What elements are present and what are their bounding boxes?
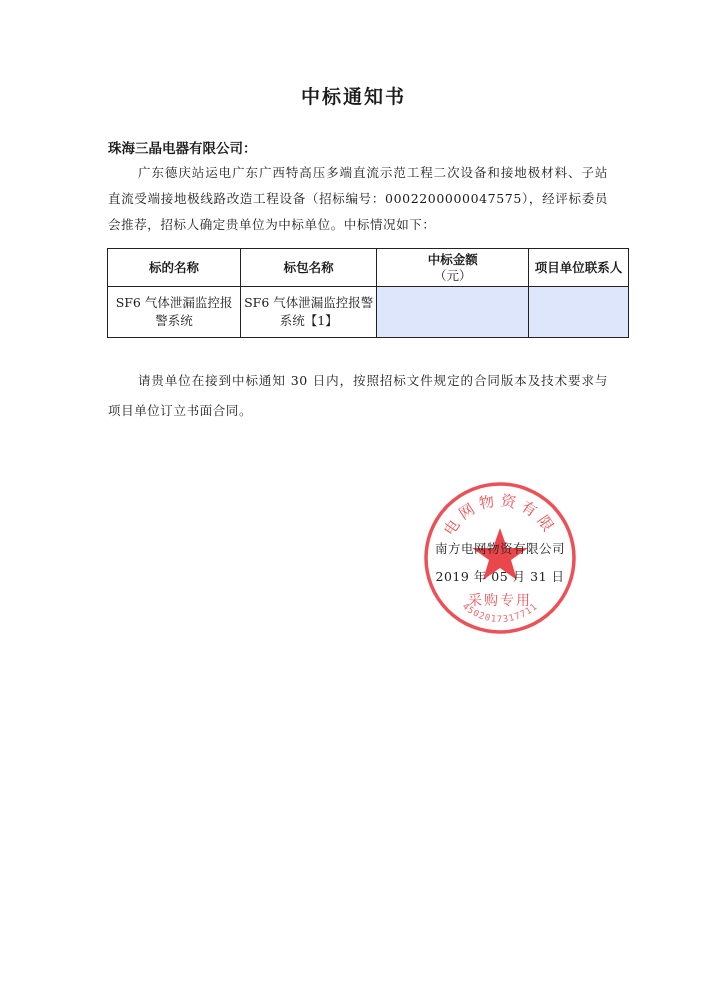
header-award-amount-label: 中标金额 bbox=[427, 251, 478, 267]
signature-date: 2019 年 05 月 31 日 bbox=[435, 569, 565, 584]
addressee: 珠海三晶电器有限公司： bbox=[108, 141, 257, 157]
notice-body-paragraph: 广东德庆站运电广东广西特高压多端直流示范工程二次设备和接地极材料、子站直流受端接地极线路改造工程设备（招标编号：0002200000047575），经评标委员会推荐，招标人确定贵单位为中标单位。中标情况如下： bbox=[108, 165, 608, 232]
award-table bbox=[107, 248, 629, 338]
document-title: 中标通知书 bbox=[300, 86, 406, 108]
seal-top-text: 电网物资有限 bbox=[440, 491, 560, 539]
award-table-header-row bbox=[108, 249, 629, 287]
cell-subject-name: SF6 气体泄漏监控报警系统 bbox=[108, 287, 241, 338]
cell-award-amount[interactable] bbox=[377, 287, 529, 338]
header-package-name: 标包名称 bbox=[241, 249, 377, 287]
header-subject-name: 标的名称 bbox=[108, 249, 241, 287]
header-project-contact: 项目单位联系人 bbox=[529, 249, 629, 287]
signature-block bbox=[425, 535, 575, 591]
cell-project-contact[interactable] bbox=[529, 287, 629, 338]
closing-paragraph: 请贵单位在接到中标通知 30 日内，按照招标文件规定的合同版本及技术要求与项目单位订立书面合同。 bbox=[108, 373, 608, 418]
table-row bbox=[108, 287, 629, 338]
header-award-amount bbox=[377, 249, 529, 287]
signature-company: 南方电网物资有限公司 bbox=[434, 541, 565, 556]
cell-package-name: SF6 气体泄漏监控报警系统【1】 bbox=[241, 287, 377, 338]
header-award-amount-unit: （元） bbox=[433, 267, 472, 283]
seal-bottom-text: 采购专用 bbox=[468, 593, 532, 609]
seal-serial: 4502017317711 bbox=[460, 601, 540, 625]
